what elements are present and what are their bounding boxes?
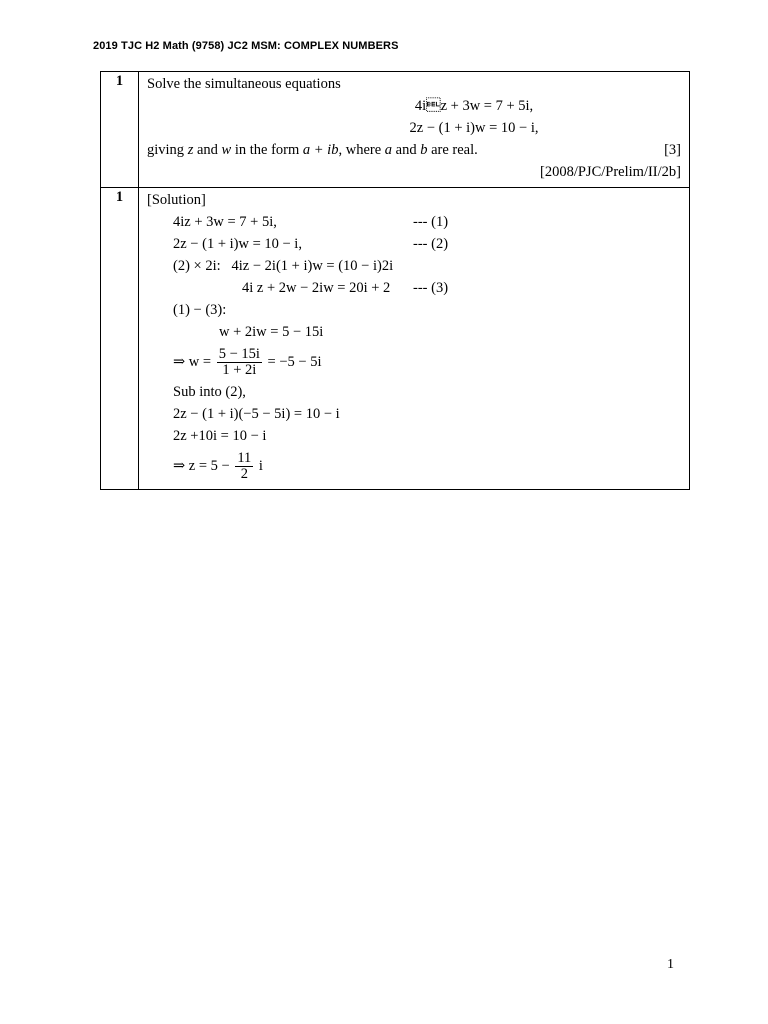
solution-line-8: Sub into (2), [173,384,246,400]
question-number: 1 [101,72,139,188]
tag-3: --- (3) [413,280,449,296]
fraction-denominator: 1 + 2i [222,362,257,379]
solution-line-7: ⇒ w = $\frac{5 - 15i}{1 + 2i}$ = −5 − 5i [173,346,322,379]
solution-number: 1 [101,188,139,490]
page-number: 1 [667,957,674,972]
solution-line-11: ⇒ z = 5 − $\frac{11}{2}$ i [173,450,263,483]
question-intro: Solve the simultaneous equations [147,76,341,92]
tag-2: --- (2) [413,236,449,252]
question-source: [2008/PJC/Prelim/II/2b] [540,164,681,180]
solution-line-4: 4i z + 2w − 2iw = 20i + 2 --- (3) [147,277,681,299]
solution-line-5: (1) − (3): [173,302,227,318]
fraction-w [217,347,262,378]
tag-1: --- (1) [413,214,449,230]
solution-body [139,188,690,490]
question-instruction: giving z and w in the form a + ib, where a and b are real. [3] [147,139,681,161]
question-row [101,72,690,188]
solution-row [101,188,690,490]
solution-line-1: 4iz + 3w = 7 + 5i, --- (1) [147,211,681,233]
fraction-numerator: 11 [237,450,252,467]
fraction-denominator: 2 [240,466,248,483]
equation-2: 2z − (1 + i)w = 10 − i, [409,120,539,136]
fraction-numerator: 5 − 15i [218,346,260,363]
solution-line-10: 2z +10i = 10 − i [173,428,267,444]
question-body [139,72,690,188]
solution-line-3: (2) × 2i: 4iz − 2i(1 + i)w = (10 − i)2i [173,258,394,274]
solution-line-6: w + 2iw = 5 − 15i [219,324,324,340]
page-header: 2019 TJC H2 Math (9758) JC2 MSM: COMPLEX NUMBERS [93,40,399,52]
solution-label: [Solution] [147,192,206,208]
solution-line-2: 2z − (1 + i)w = 10 − i, --- (2) [147,233,681,255]
equation-1: 4iz + 3w = 7 + 5i, [414,98,534,114]
marks: [3] [664,142,681,158]
question-table [100,71,690,490]
solution-line-9: 2z − (1 + i)(−5 − 5i) = 10 − i [173,406,340,422]
fraction-z [235,451,253,482]
form-expression: a + ib [302,142,339,158]
